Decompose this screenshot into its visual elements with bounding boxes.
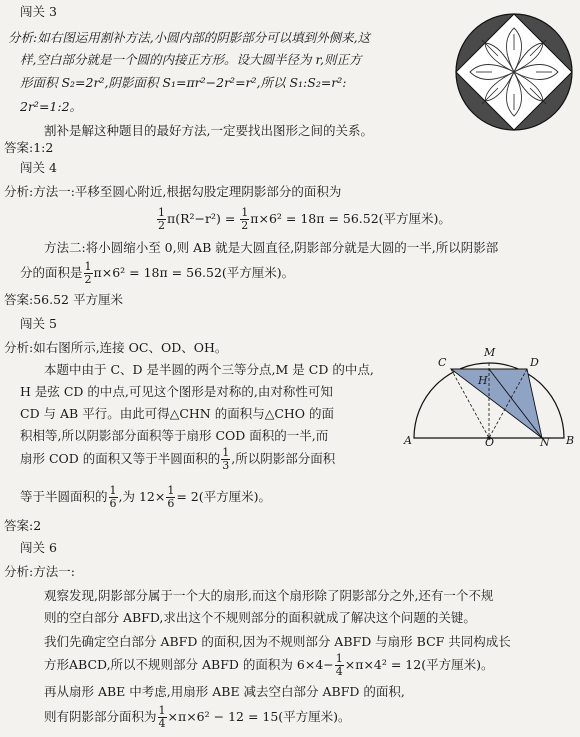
label-b: B bbox=[566, 434, 575, 446]
figure-circle-square bbox=[452, 10, 576, 134]
s4-method-2-line-2: 分的面积是 $\frac{1}{2}$ π×6² = 18π = 56.52(平方厘米)。 bbox=[20, 260, 295, 286]
label-c: C bbox=[438, 356, 447, 369]
s6-line-4: 方形ABCD,所以不规则部分 ABFD 的面积为 6×4− $\frac{1}{4}$ ×π×4² = 12(平方厘米)。 bbox=[44, 652, 494, 678]
label-m: M bbox=[484, 346, 496, 359]
figure-semicircle bbox=[402, 340, 578, 446]
label-o: O bbox=[485, 436, 495, 446]
s6-line-6: 则有阴影部分面积为 $\frac{1}{4}$ ×π×6² − 12 = 15(平方厘米)。 bbox=[44, 704, 351, 730]
s6-line-2: 则的空白部分 ABFD,求出这个不规则部分的面积就成了解决这个问题的关键。 bbox=[44, 610, 476, 625]
s3-answer: 答案:1:2 bbox=[4, 140, 54, 155]
s5-answer: 答案:2 bbox=[4, 518, 42, 533]
s4-method-2-line-1: 方法二:将小圆缩小至 0,则 AB 就是大圆直径,阴影部分就是大圆的一半,所以阴影部 bbox=[44, 240, 499, 255]
s3-analysis-line-2: 样,空白部分就是一个圆的内接正方形。设大圆半径为 r,则正方 bbox=[20, 52, 362, 67]
s4-method-1: 分析:方法一:平移至圆心附近,根据勾股定理阴影部分的面积为 bbox=[4, 184, 342, 199]
fraction-sixth-2: $\frac{1}{6}$ bbox=[167, 484, 175, 510]
section-6-heading: 闯关 6 bbox=[20, 540, 57, 555]
fraction-sixth: $\frac{1}{6}$ bbox=[109, 484, 117, 510]
label-d: D bbox=[530, 356, 539, 369]
fraction-half: $\frac{1}{2}$ bbox=[158, 206, 165, 232]
s6-line-5: 再从扇形 ABE 中考虑,用扇形 ABE 减去空白部分 ABFD 的面积, bbox=[44, 684, 405, 699]
s5-analysis: 分析:如右图所示,连接 OC、OD、OH。 bbox=[4, 340, 228, 355]
s6-line-3: 我们先确定空白部分 ABFD 的面积,因为不规则部分 ABFD 与扇形 BCF 共同构成长 bbox=[44, 634, 511, 649]
s5-line-2: H 是弦 CD 的中点,可见这个图形是对称的,由对称性可知 bbox=[20, 384, 333, 399]
section-5-heading: 闯关 5 bbox=[20, 316, 57, 331]
fraction-quarter-2: $\frac{1}{4}$ bbox=[158, 704, 166, 730]
label-n: N bbox=[540, 436, 550, 446]
s5-line-6: 等于半圆面积的 $\frac{1}{6}$ ,为 12× $\frac{1}{6}$ = 2(平方厘米)。 bbox=[20, 484, 271, 510]
fraction-third: $\frac{1}{3}$ bbox=[222, 446, 230, 472]
s3-note: 割补是解这种题目的最好方法,一定要找出图形之间的关系。 bbox=[44, 123, 373, 138]
s5-line-3: CD 与 AB 平行。由此可得△CHN 的面积与△CHO 的面 bbox=[20, 406, 335, 421]
s3-analysis-line-1: 分析:如右图运用割补方法,小圆内部的阴影部分可以填到外侧来,这 bbox=[8, 30, 371, 45]
section-4-heading: 闯关 4 bbox=[20, 160, 57, 175]
s4-formula-1: $\frac{1}{2}$ π(R²−r²) = $\frac{1}{2}$ π×6² = 18π = 56.52(平方厘米)。 bbox=[158, 206, 451, 232]
s6-analysis: 分析:方法一: bbox=[4, 564, 75, 579]
section-3-heading: 闯关 3 bbox=[20, 4, 57, 19]
label-a: A bbox=[404, 434, 412, 446]
fraction-quarter: $\frac{1}{4}$ bbox=[335, 652, 343, 678]
s6-line-1: 观察发现,阴影部分属于一个大的扇形,而这个扇形除了阴影部分之外,还有一个不规 bbox=[44, 588, 494, 603]
s4-answer: 答案:56.52 平方厘米 bbox=[4, 292, 123, 307]
fraction-half-3: $\frac{1}{2}$ bbox=[84, 260, 92, 286]
s3-analysis-line-4: 2r²=1:2。 bbox=[20, 99, 83, 114]
s3-analysis-line-3: 形面积 S₂=2r²,阴影面积 S₁=πr²−2r²=r²,所以 S₁:S₂=r²: bbox=[20, 75, 347, 90]
fraction-half-2: $\frac{1}{2}$ bbox=[241, 206, 249, 232]
s5-line-5: 扇形 COD 的面积又等于半圆面积的 $\frac{1}{3}$ ,所以阴影部分面积 bbox=[20, 446, 336, 472]
label-h: H bbox=[478, 374, 488, 387]
s5-line-4: 积相等,所以阴影部分面积等于扇形 COD 面积的一半,而 bbox=[20, 428, 329, 443]
s5-line-1: 本题中由于 C、D 是半圆的两个三等分点,M 是 CD 的中点, bbox=[44, 362, 374, 377]
